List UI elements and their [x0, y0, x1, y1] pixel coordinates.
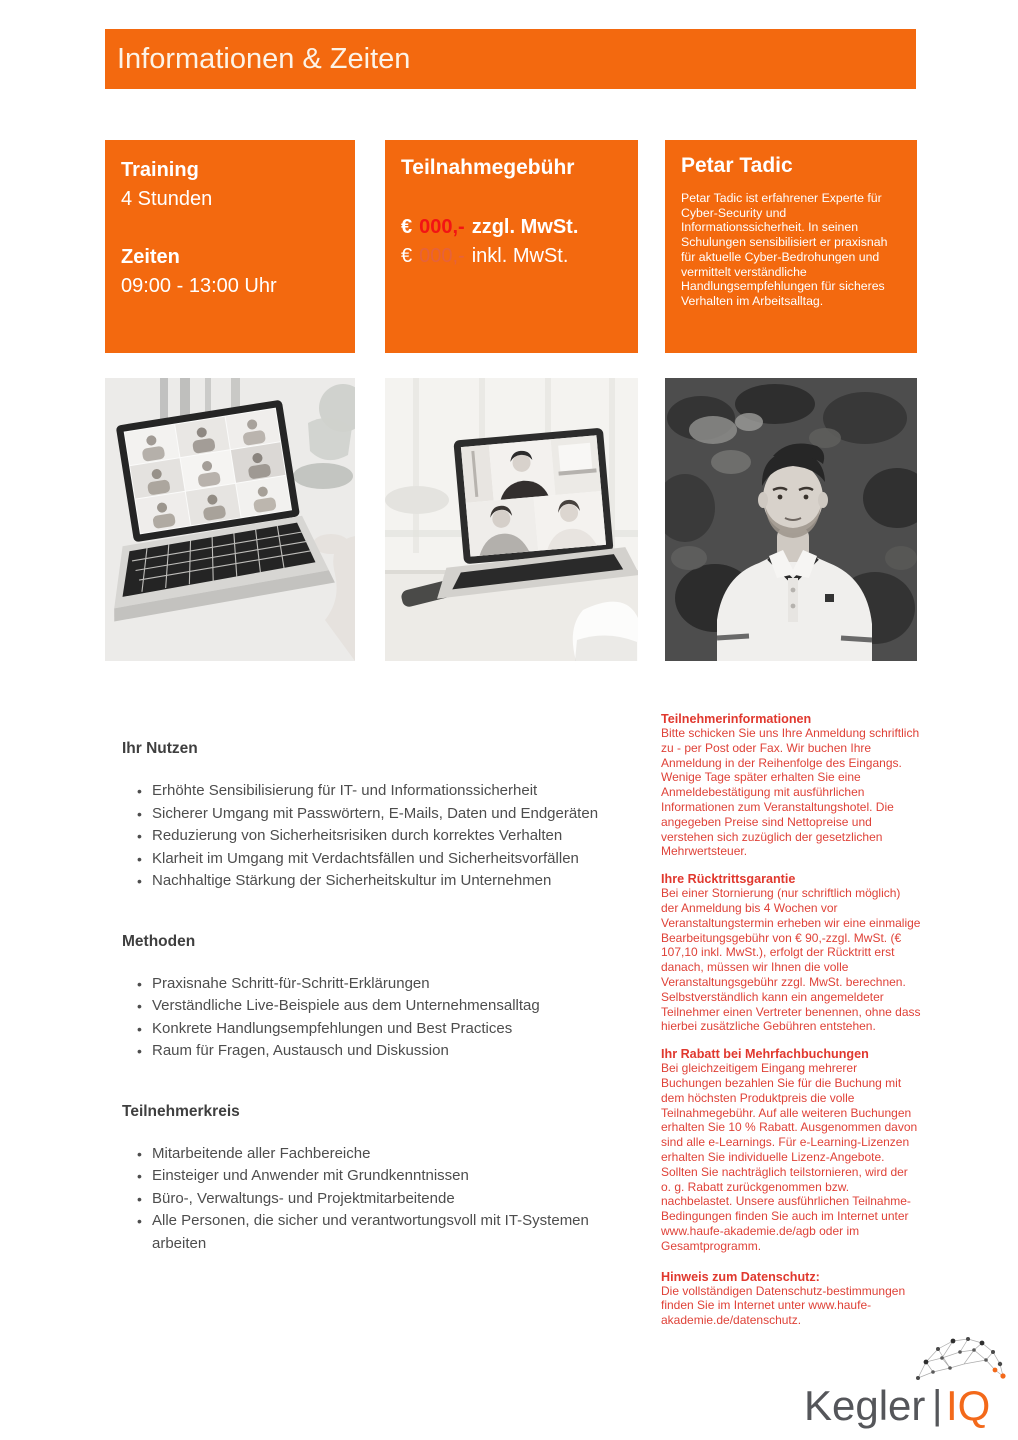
legal-heading: Ihre Rücktrittsgarantie	[661, 872, 796, 887]
laptop-on-desk-photo	[385, 378, 638, 661]
logo-text-kegler: Kegler	[804, 1382, 926, 1429]
section-heading: Methoden	[122, 932, 196, 950]
list-item: • Reduzierung von Sicherheitsrisiken durch korrektes Verhalten	[152, 825, 647, 848]
section-ruecktrittsgarantie	[661, 872, 921, 1034]
video-conference-laptop-illustration	[105, 378, 355, 661]
list-item: • Verständliche Live-Beispiele aus dem Unternehmensalltag	[152, 995, 647, 1018]
legal-heading: Hinweis zum Datenschutz:	[661, 1269, 820, 1284]
list-item: • Büro-, Verwaltungs- und Projektmitarbeitende	[152, 1188, 647, 1211]
laptop-on-desk-illustration	[385, 378, 638, 661]
legal-body: Die vollständigen Datenschutz-bestimmungen finden Sie im Internet unter www.haufe-akademie.de/datenschutz.	[661, 1283, 906, 1328]
left-content-column	[122, 740, 647, 1295]
currency-symbol: €	[401, 245, 413, 267]
net-price-value: 000,-	[419, 216, 465, 238]
section-heading: Ihr Nutzen	[122, 740, 198, 757]
list-item: • Mitarbeitende aller Fachbereiche	[152, 1143, 647, 1166]
fee-info-box	[385, 140, 638, 353]
list-item: • Konkrete Handlungsempfehlungen und Best Practices	[152, 1018, 647, 1041]
logo-text-iq: IQ	[946, 1382, 991, 1429]
trainer-portrait-illustration	[665, 378, 917, 661]
training-info-box	[105, 140, 355, 353]
list-item: • Raum für Fragen, Austausch und Diskussion	[152, 1040, 647, 1063]
trainer-info-box	[665, 140, 917, 353]
list-item: • Praxisnahe Schritt-für-Schritt-Erklärungen	[152, 973, 647, 996]
section-ihr-nutzen	[122, 740, 647, 893]
net-price-suffix: zzgl. MwSt.	[471, 216, 579, 238]
trainer-portrait-photo	[665, 378, 917, 661]
gross-price-suffix: inkl. MwSt.	[471, 245, 569, 267]
section-methoden	[122, 933, 647, 1063]
currency-symbol: €	[401, 216, 413, 238]
list-item: • Nachhaltige Stärkung der Sicherheitskultur im Unternehmen	[152, 870, 647, 893]
logo-graphic	[802, 1332, 1014, 1436]
training-heading: Training	[121, 159, 199, 181]
list-item: • Einsteiger und Anwender mit Grundkenntnissen	[152, 1165, 647, 1188]
right-legal-column	[661, 712, 921, 1341]
section-rabatt-mehrfachbuchungen	[661, 1047, 921, 1253]
network-graph-icon	[918, 1339, 1003, 1378]
audience-list	[122, 1143, 647, 1256]
list-item: • Erhöhte Sensibilisierung für IT- und Informationssicherheit	[152, 780, 647, 803]
net-price-line	[401, 216, 622, 239]
video-conference-laptop-photo	[105, 378, 355, 661]
gross-price-line	[401, 245, 622, 268]
page-title: Informationen & Zeiten	[117, 43, 411, 75]
legal-heading: Ihr Rabatt bei Mehrfachbuchungen	[661, 1047, 869, 1062]
benefit-list	[122, 780, 647, 893]
times-value: 09:00 - 13:00 Uhr	[121, 275, 277, 297]
trainer-name-heading: Petar Tadic	[681, 154, 793, 177]
section-datenschutz	[661, 1270, 921, 1328]
legal-body: Bei gleichzeitigem Eingang mehrerer Buchungen bezahlen Sie für die Buchung mit dem höchsten Produktpreis die volle Teilnahmegebühr. Auf alle weiteren Buchungen erhalten Sie 10 % Rabatt. Ausgenommen davon sind alle e-Learnings. Für e-Learning-Lizenzen erhalten Sie individuelle Lizenz-Angebote. Sollten Sie nachträglich teilstornieren, wird der o. g. Rabatt zurückgenommen bzw. nachbelastet. Unsere ausführlichen Teilnahme-Bedingungen finden Sie auch im Internet unter www.haufe-akademie.de/agb oder im Gesamtprogramm.	[661, 1061, 918, 1253]
training-duration: 4 Stunden	[121, 188, 213, 210]
legal-heading: Teilnehmerinformationen	[661, 712, 812, 726]
list-item: • Alle Personen, die sicher und verantwortungsvoll mit IT-Systemen arbeiten	[152, 1210, 647, 1255]
trainer-bio: Petar Tadic ist erfahrener Experte für Cyber-Security und Informationssicherheit. In seinen Schulungen sensibilisiert er praxisnah für aktuelle Cyber-Bedrohungen und vermittelt verständliche Handlungsempfehlungen für sicheres Verhalten im Arbeitsalltag.	[681, 191, 888, 308]
list-item: • Sicherer Umgang mit Passwörtern, E-Mails, Daten und Endgeräten	[152, 803, 647, 826]
page-title-bar	[105, 29, 916, 89]
times-heading: Zeiten	[121, 246, 180, 268]
fee-heading: Teilnahmegebühr	[401, 156, 575, 179]
legal-body: Bei einer Stornierung (nur schriftlich möglich) der Anmeldung bis 4 Wochen vor Veranstaltungstermin erheben wir eine einmalige Bearbeitungsgebühr von € 90,-zzgl. MwSt. (€ 107,10 inkl. MwSt.), erfolgt der Rücktritt erst danach, müssen wir Ihnen die volle Veranstaltungsgebühr zzgl. MwSt. berechnen. Selbstverständlich kann ein angemeldeter Teilnehmer einen Vertreter benennen, ohne dass hierbei zusätzliche Gebühren entstehen.	[661, 886, 921, 1034]
section-teilnehmerinformationen	[661, 712, 921, 859]
gross-price-value: 000,-	[419, 245, 465, 267]
section-teilnehmerkreis	[122, 1103, 647, 1256]
list-item: • Klarheit im Umgang mit Verdachtsfällen und Sicherheitsvorfällen	[152, 848, 647, 871]
legal-body: Bitte schicken Sie uns Ihre Anmeldung schriftlich zu - per Post oder Fax. Wir buchen Ihre Anmeldung in der Reihenfolge des Eingangs. Wenige Tage später erhalten Sie eine Anmeldebestätigung mit ausführlichen Informationen zum Veranstaltungshotel. Die angegeben Preise sind Nettopreise und verstehen sich zuzüglich der gesetzlichen Mehrwertsteuer.	[661, 726, 920, 859]
method-list	[122, 973, 647, 1063]
section-heading: Teilnehmerkreis	[122, 1102, 240, 1120]
kegler-iq-logo	[802, 1332, 1014, 1436]
spacer	[121, 214, 339, 243]
logo-separator: |	[932, 1383, 943, 1427]
